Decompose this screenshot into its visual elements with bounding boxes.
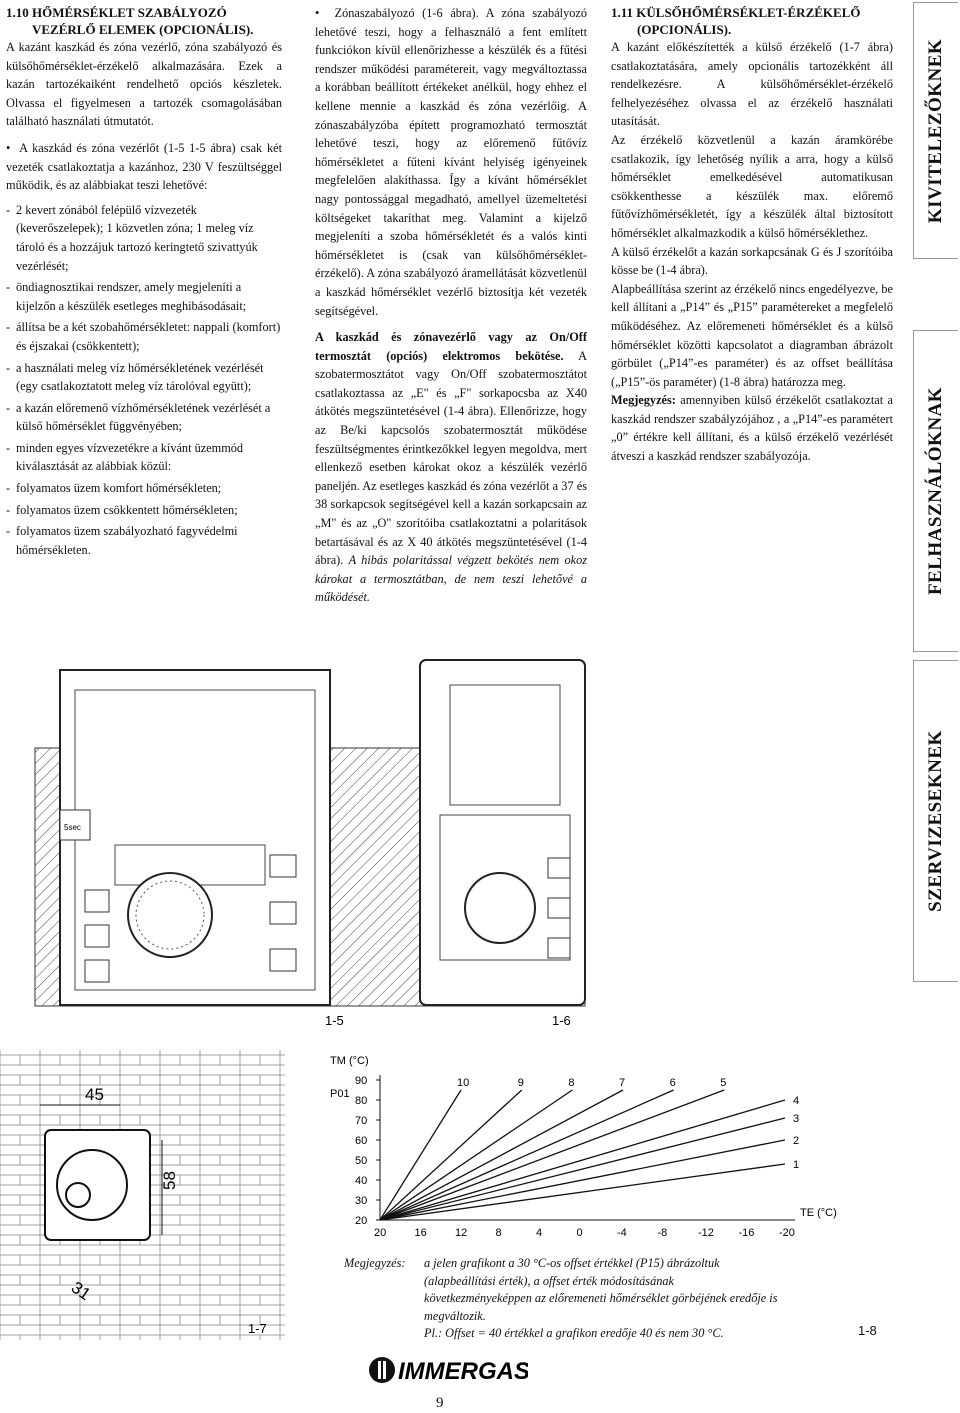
figure-heating-curves [330, 1050, 850, 1250]
curve-line [380, 1140, 785, 1220]
y-tick-label: 80 [355, 1095, 368, 1107]
zone-dial-knob [465, 873, 535, 943]
column-right [611, 4, 893, 466]
x-tick-label: 16 [414, 1227, 427, 1239]
section-heading-1-11: 1.11 KÜLSŐHŐMÉRSÉKLET-ÉRZÉKELŐ (OPCIONÁLIS). [611, 5, 861, 37]
y-tick-label: 70 [355, 1115, 368, 1127]
figure-label-1-6: 1-6 [552, 1013, 571, 1028]
y-tick-label: 60 [355, 1135, 368, 1147]
list-item: - folyamatos üzem komfort hőmérsékleten; [6, 479, 282, 498]
x-tick-label: 4 [536, 1227, 543, 1239]
logo-text: IMMERGAS [398, 1358, 528, 1385]
x-tick-label: 0 [576, 1227, 583, 1239]
feature-list [6, 201, 282, 560]
figure-controllers [0, 640, 912, 1040]
tab-label: SZERVIZESEKNEK [925, 730, 946, 912]
section-heading-1-10: 1.10 HŐMÉRSÉKLET SZABÁLYOZÓ VEZÉRLŐ ELEMEK (OPCIONÁLIS). [6, 5, 254, 37]
sec-label: 5sec [64, 823, 81, 832]
tab-label: FELHASZNÁLÓKNAK [925, 386, 946, 596]
x-tick-label: -8 [657, 1227, 668, 1239]
immergas-logo [368, 1352, 528, 1393]
curve-label: 7 [619, 1077, 626, 1089]
list-item: - a kazán előremenő vízhőmérsékletének vezérlését a külső hőmérséklet függvényében; [6, 399, 282, 436]
x-tick-label: 8 [495, 1227, 502, 1239]
tab-kivitelezoknek[interactable] [913, 2, 958, 259]
list-item: - minden egyes vízvezetékre a kívánt üzemmód kiválasztását az alábbiak közül: [6, 439, 282, 476]
figure-label-1-8: 1-8 [858, 1323, 877, 1338]
y-tick-label: 40 [355, 1175, 368, 1187]
y-axis-label: TM (°C) [330, 1055, 369, 1067]
x-tick-label: 20 [374, 1227, 387, 1239]
list-item: - folyamatos üzem szabályozható fagyvédelmi hőmérsékleten. [6, 522, 282, 559]
list-item: - folyamatos üzem csökkentett hőmérsékleten; [6, 501, 282, 520]
dim-31: 31 [67, 1277, 95, 1305]
figure-sensor [0, 1045, 285, 1345]
tab-label: KIVITELEZŐKNEK [925, 38, 946, 223]
wiring-heading: A kaszkád és zónavezérlő vagy az On/Off termosztát (opciós) elektromos bekötése. [315, 330, 587, 363]
x-tick-label: -16 [738, 1227, 755, 1239]
bullet-paragraph-zone: • Zónaszabályozó (1-6 ábra). A zóna szabályozó lehetővé teszi, hogy a felhasználó a fent említett funkciókon kívül ellenőrizhesse a készülék és a fűtési rendszer működési paramétereit, vagy megváltoztassa a korábban beállított értékeket anélkül, hogy ehhez el kellene mennie a kaszkád és zóna vezérlőig. A zónaszabályzóba épített programozható termosztát lehetővé teszi, hogy az előremenő fűtővíz hőmérsékletet a fűteni kívánt helyiség igényeinek megfelelően alakíthassa. Így a kívánt hőmérséklet nagy pontossággal megadható, amellyel üzemeltetési költségeket takaríthat meg. Valamint a kijelző megjeleníti a szoba hőmérsékletét és a valós kinti hőmérsékletet is (csak van külsőhőmérséklet-érzékelő). A zóna szabályozó áramellátását közvetlenül a kaszkád hőmérséklet vezérlő biztosítja két vezeték segítségével. [315, 6, 587, 318]
x-tick-label: -20 [779, 1227, 795, 1239]
curve-label: 8 [568, 1077, 575, 1089]
column-left [6, 4, 282, 562]
list-item: - a használati meleg víz hőmérsékletének vezérlését (egy csatlakoztatott meleg víz tárolóval együtt); [6, 359, 282, 396]
page-number: 9 [436, 1395, 444, 1411]
x-tick-label: 12 [455, 1227, 468, 1239]
sensor-paragraph-4: Alapbeállítása szerint az érzékelő nincs engedélyezve, be kell állítani a „P14” és „P15” paramétereket a megfelelő működéséhez. Az előremeneti hőmérséklet és a külső hőmérséklet közötti kapcsolatot a diagramban ábrázolt görbület („P14”-es paraméter) és az offset beállítása („P15”-ös paraméter) (1-8 ábra) határozza meg. [611, 281, 893, 389]
p01-label: P01 [330, 1088, 350, 1100]
x-axis-label: TE (°C) [800, 1207, 837, 1219]
dial-knob [128, 873, 212, 957]
figure-label-1-7: 1-7 [248, 1321, 267, 1336]
x-tick-label: -12 [698, 1227, 714, 1239]
y-tick-label: 90 [355, 1075, 368, 1087]
dim-58: 58 [160, 1171, 179, 1190]
sensor-paragraph-2: Az érzékelő közvetlenül a kazán áramkörébe csatlakozik, így lehetőség nyílik a arra, hogy a külső hőmérséklet emelkedésével automatikusan csökkenthesse a készülék max. előremő fűtővízhőmérsékletét, így a készülék által biztosított hőmérséklet alkalmazkodik a külső hőmérséklethez. [611, 132, 893, 240]
list-item: - öndiagnosztikai rendszer, amely megjeleníti a kijelzőn a készülék esetleges meghibásodásait; [6, 278, 282, 315]
curve-line [380, 1090, 724, 1220]
sensor-note: Megjegyzés: amennyiben külső érzékelőt csatlakoztat a kaszkád rendszer szabályzójához , a „P14”-es paramétert „0” értékre kell állítani, és a külső érzékelő vezérlését átveszi a kaszkád rendszer szabályozója. [611, 393, 893, 464]
curve-label: 6 [669, 1077, 676, 1089]
y-tick-label: 50 [355, 1155, 368, 1167]
x-tick-label: -4 [617, 1227, 627, 1239]
chart-note: a jelen grafikont a 30 °C-os offset értékkel (P15) ábrázoltuk (alapbeállítási érték), a offset érték módosításának következményeképpen az előremeneti hőmérséklet görbéjének eredője is megváltozik. Pl.: Offset = 40 értékkel a grafikon eredője 40 és nem 30 °C. [424, 1256, 778, 1341]
logo-mark-icon [368, 1352, 528, 1388]
list-item: - 2 kevert zónából felépülő vízvezeték (keverőszelepek); 1 közvetlen zóna; 1 meleg víz tároló és a hozzájuk tartozó keringtető szivattyúk vezérlését; [6, 201, 282, 275]
list-item: - állítsa be a két szobahőmérsékletet: nappali (komfort) és éjszakai (csökkentett); [6, 318, 282, 355]
dim-45: 45 [85, 1085, 104, 1104]
y-tick-label: 20 [355, 1215, 368, 1227]
curve-label: 2 [793, 1135, 800, 1147]
curve-line [380, 1090, 674, 1220]
bullet-paragraph: • A kaszkád és zóna vezérlőt (1-5 1-5 ábra) csak két vezeték csatlakoztatja a kazánhoz, 230 V feszültséggel működik, és az alábbiakat teszi lehetővé: [6, 140, 282, 193]
curve-label: 9 [517, 1077, 524, 1089]
y-tick-label: 30 [355, 1195, 368, 1207]
curve-label: 3 [793, 1113, 800, 1125]
figure-label-1-5: 1-5 [325, 1013, 344, 1028]
sensor-paragraph-1: A kazánt előkészítették a külső érzékelő (1-7 ábra) csatlakoztatására, amely opcionális tartozékként áll rendelkezésre. A külsőhőmérséklet-érzékelő felhelyezéséhez olvassa el az érzékelő használati utasítását. [611, 40, 893, 129]
polarity-note: A hibás polaritással végzett bekötés nem okoz károkat a termosztátban, de nem teszi lehetővé a működését. [315, 553, 588, 605]
curve-line [380, 1090, 461, 1220]
curve-line [380, 1100, 785, 1220]
curve-label: 10 [457, 1077, 470, 1089]
tab-szervizeseknek[interactable] [913, 660, 958, 982]
tab-felhasznaloknak[interactable] [913, 330, 958, 652]
curve-line [380, 1164, 785, 1220]
intro-paragraph: A kazánt kaszkád és zóna vezérlő, zóna szabályozó és külsőhőmérséklet-érzékelő alkalmazására. Ezek a kazán tartozékaiként rendelhető opciós készletek. Olvassa el figyelmesen a tartozék csomagolásában található használati útmutatót. [6, 40, 282, 129]
curve-line [380, 1090, 623, 1220]
curve-label: 4 [793, 1095, 800, 1107]
column-middle [315, 4, 587, 607]
curve-label: 5 [720, 1077, 727, 1089]
curve-line [380, 1118, 785, 1220]
curve-label: 1 [793, 1159, 800, 1171]
chart-note-label: Megjegyzés: [344, 1256, 406, 1270]
wiring-paragraph: A kaszkád és zónavezérlő vagy az On/Off termosztát (opciós) elektromos bekötése. A szobatermosztátot vagy On/Off szobatermosztátot csatlakoztassa az „E" és „F" sorkapocsba az X40 átkötés megszüntetésével (1-4 ábra). Ellenőrizze, hogy az Be/ki kapcsolós szobatermosztát működése feszültségmentes érintkezőkkel legyen megoldva, mert ellenkező esetben károkat okoz a készülék vezérlő paneljén. Az esetleges kaszkád és zóna vezérlőt a 37 és 38 sorkapcsok segítségével kell a kazán sorkapcsain az „M" és az „O" szorítóiba csatlakoztatni a polaritások betartásával és az X 40 átkötés megszüntetésével (1-4 ábra). A hibás polaritással végzett bekötés nem okoz károkat a termosztátban, de nem teszi lehetővé a működését. [315, 330, 588, 605]
sensor-paragraph-3: A külső érzékelőt a kazán sorkapcsának G és J szorítóiba kösse be (1-4 ábra). [611, 244, 893, 278]
